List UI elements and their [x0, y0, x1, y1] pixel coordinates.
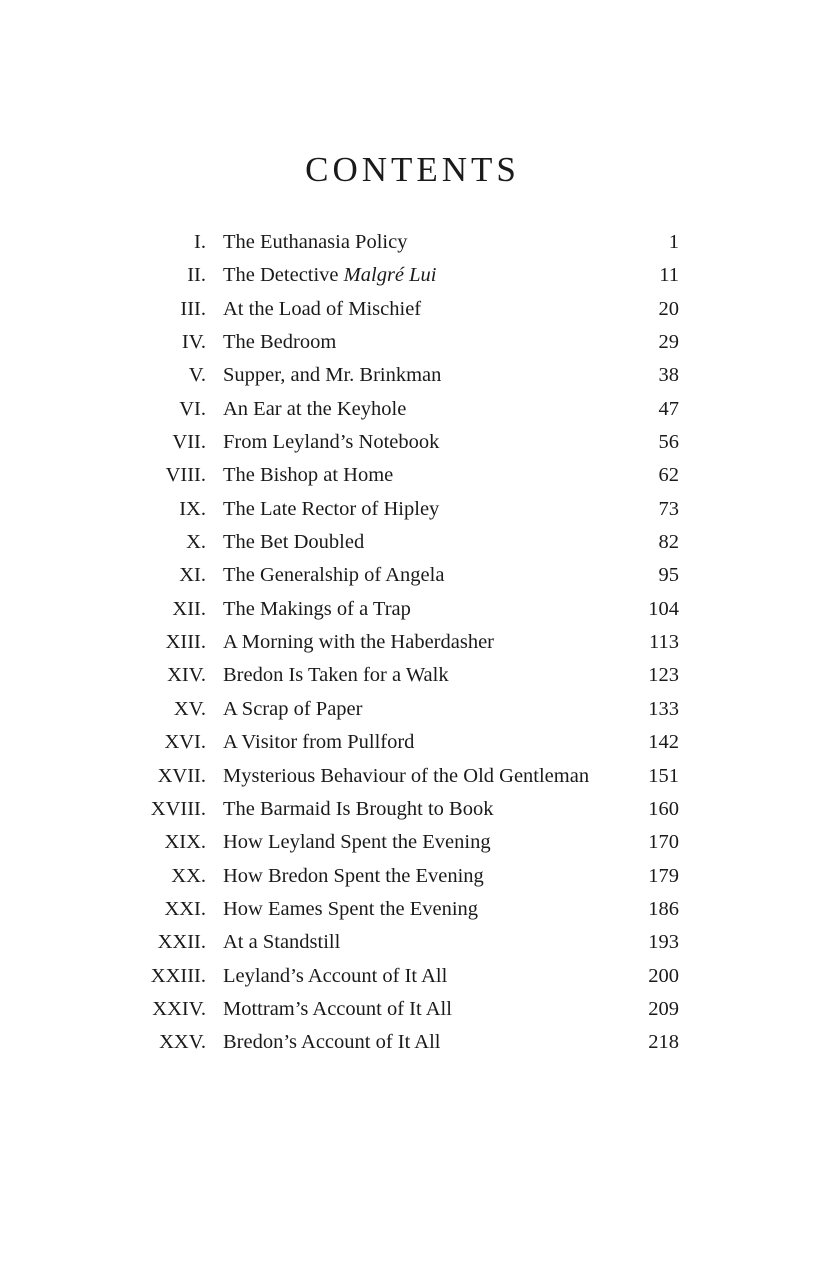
chapter-title[interactable]: The Bedroom — [223, 331, 337, 354]
chapter-number: X. — [186, 531, 206, 554]
page-number: 11 — [659, 264, 679, 287]
chapter-title[interactable]: The Generalship of Angela — [223, 564, 445, 587]
chapter-number: III. — [180, 297, 206, 320]
chapter-title[interactable]: At a Standstill — [223, 931, 341, 954]
toc-entry[interactable] — [0, 1026, 825, 1059]
toc-entry[interactable] — [0, 426, 825, 459]
chapter-number: VIII. — [165, 464, 206, 487]
toc-entry[interactable] — [0, 526, 825, 559]
toc-entry[interactable] — [0, 559, 825, 592]
chapter-number: XXV. — [159, 1031, 206, 1054]
toc-entry[interactable] — [0, 860, 825, 893]
page-number: 73 — [658, 497, 679, 520]
chapter-title[interactable]: Mottram’s Account of It All — [223, 997, 452, 1020]
chapter-title[interactable]: How Leyland Spent the Evening — [223, 831, 491, 854]
chapter-title[interactable]: An Ear at the Keyhole — [223, 397, 407, 420]
page-number: 38 — [658, 364, 679, 387]
toc-entry[interactable] — [0, 293, 825, 326]
chapter-number: XVI. — [164, 731, 206, 754]
page-number: 104 — [648, 597, 679, 620]
toc-entry[interactable] — [0, 960, 825, 993]
toc-entry[interactable] — [0, 393, 825, 426]
chapter-number: XXIII. — [150, 964, 206, 987]
chapter-title[interactable]: A Visitor from Pullford — [223, 731, 415, 754]
chapter-title[interactable]: From Leyland’s Notebook — [223, 431, 440, 454]
chapter-title[interactable]: Mysterious Behaviour of the Old Gentleman — [223, 764, 590, 787]
chapter-number: XI. — [179, 564, 206, 587]
toc-entry[interactable] — [0, 326, 825, 359]
chapter-title[interactable]: The Bishop at Home — [223, 464, 394, 487]
page-title: CONTENTS — [305, 150, 520, 189]
chapter-title[interactable]: The Makings of a Trap — [223, 597, 411, 620]
page-number: 218 — [648, 1031, 679, 1054]
page-number: 1 — [668, 231, 679, 253]
toc-entry[interactable] — [0, 626, 825, 659]
chapter-title[interactable]: The Barmaid Is Brought to Book — [223, 797, 494, 820]
toc-entry[interactable] — [0, 493, 825, 526]
toc-entry[interactable] — [0, 893, 825, 926]
chapter-title[interactable]: Leyland’s Account of It All — [223, 964, 448, 987]
toc-entry[interactable] — [0, 593, 825, 626]
page-number: 160 — [648, 797, 679, 820]
chapter-number: I. — [194, 231, 206, 253]
chapter-title[interactable]: Supper, and Mr. Brinkman — [223, 364, 442, 387]
chapter-number: XXIV. — [152, 997, 206, 1020]
table-of-contents — [0, 226, 825, 1060]
page-number: 47 — [658, 397, 679, 420]
chapter-title[interactable]: A Morning with the Haberdasher — [223, 631, 494, 654]
chapter-number: XIII. — [165, 631, 206, 654]
page-number: 142 — [648, 731, 679, 754]
chapter-number: XXII. — [157, 931, 206, 954]
chapter-number: IV. — [181, 331, 206, 354]
chapter-title[interactable]: Bredon Is Taken for a Walk — [223, 664, 449, 687]
toc-entry[interactable] — [0, 659, 825, 692]
chapter-title[interactable]: The Euthanasia Policy — [223, 231, 408, 253]
toc-entry[interactable] — [0, 993, 825, 1026]
page-number: 62 — [658, 464, 679, 487]
chapter-number: XX. — [171, 864, 206, 887]
chapter-title[interactable]: How Eames Spent the Evening — [223, 897, 479, 920]
chapter-number: VI. — [179, 397, 206, 420]
page-number: 95 — [658, 564, 679, 587]
chapter-title[interactable]: The Bet Doubled — [223, 531, 365, 554]
page-number: 193 — [648, 931, 679, 954]
page-number: 151 — [648, 764, 679, 787]
chapter-title[interactable] — [223, 259, 437, 292]
toc-entry[interactable] — [0, 226, 825, 259]
chapter-number: VII. — [172, 431, 206, 454]
chapter-title[interactable]: The Late Rector of Hipley — [223, 497, 440, 520]
chapter-title-text: The Detective — [223, 264, 344, 287]
page-number: 209 — [648, 997, 679, 1020]
page-number: 82 — [658, 531, 679, 554]
page-number: 20 — [658, 297, 679, 320]
page-number: 179 — [648, 864, 679, 887]
page-number: 186 — [648, 897, 679, 920]
chapter-title[interactable]: Bredon’s Account of It All — [223, 1031, 441, 1054]
chapter-number: XIX. — [164, 831, 206, 854]
chapter-number: XIV. — [167, 664, 206, 687]
chapter-title[interactable]: How Bredon Spent the Evening — [223, 864, 484, 887]
chapter-number: XVIII. — [150, 797, 206, 820]
chapter-number: XXI. — [164, 897, 206, 920]
page-number: 29 — [658, 331, 679, 354]
chapter-title-italic: Malgré Lui — [343, 264, 437, 287]
page-number: 133 — [648, 697, 679, 720]
toc-entry[interactable] — [0, 693, 825, 726]
toc-entry[interactable] — [0, 793, 825, 826]
page-number: 113 — [649, 631, 679, 654]
toc-entry[interactable] — [0, 359, 825, 392]
chapter-number: II. — [187, 264, 206, 287]
toc-entry[interactable] — [0, 726, 825, 759]
chapter-number: XII. — [172, 597, 206, 620]
toc-entry[interactable] — [0, 760, 825, 793]
chapter-number: IX. — [179, 497, 206, 520]
chapter-number: XV. — [173, 697, 206, 720]
toc-entry[interactable] — [0, 459, 825, 492]
chapter-title[interactable]: At the Load of Mischief — [223, 297, 422, 320]
chapter-number: V. — [188, 364, 206, 387]
page-number: 56 — [658, 431, 679, 454]
page-number: 200 — [648, 964, 679, 987]
chapter-number: XVII. — [157, 764, 206, 787]
toc-entry[interactable] — [0, 926, 825, 959]
chapter-title[interactable]: A Scrap of Paper — [223, 697, 363, 720]
page-number: 170 — [648, 831, 679, 854]
page-number: 123 — [648, 664, 679, 687]
toc-entry[interactable] — [0, 259, 825, 292]
toc-entry[interactable] — [0, 826, 825, 859]
